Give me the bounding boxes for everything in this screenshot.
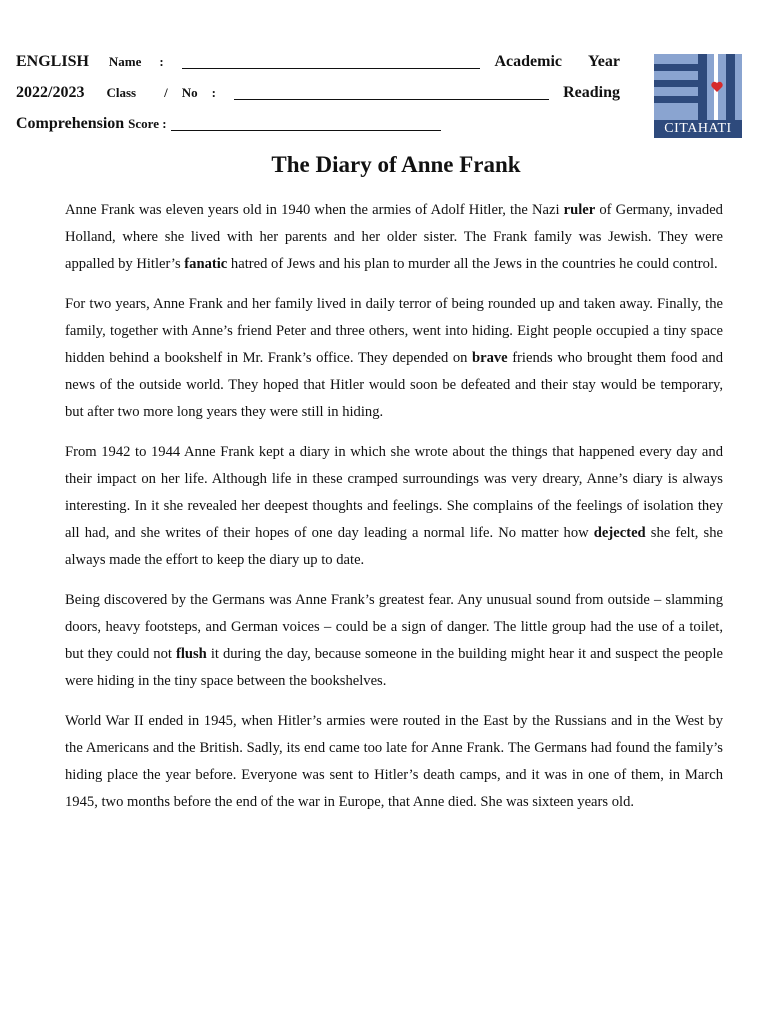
no-label: No: [181, 85, 198, 100]
academic-label: Academic: [494, 53, 563, 70]
logo-text: CITAHATI: [654, 120, 742, 138]
vocab-word: flush: [175, 646, 207, 662]
reading-passage: [65, 197, 723, 829]
paragraph-text: hatred of Jews and his plan to murder all the Jews in the countries he could control.: [227, 256, 718, 272]
paragraph-text: Anne Frank was eleven years old in 1940 when the armies of Adolf Hitler, the Nazi: [65, 202, 564, 218]
class-no-field[interactable]: [234, 85, 549, 100]
paragraph-text: World War II ended in 1945, when Hitler’s armies were routed in the East by the Russians and in the West by the Americans and the British. Sadly, its end came too late for Anne Frank. The Germans had found the family’s hiding place the year before. Everyone was sent to Hitler’s death camps, and it was in one of them, in March 1945, two months before the end of the war in Europe, that Anne died. She was sixteen years old.: [65, 713, 723, 810]
worksheet-header: [16, 46, 620, 139]
vocab-word: dejected: [593, 525, 646, 541]
header-line-2: [16, 77, 620, 108]
paragraph-2: [65, 291, 723, 426]
paragraph-text: friends who brought them food and news of the outside world. They hoped that Hitler would soon be defeated and their stay would be temporary, but after two more long years they were still in hiding.: [65, 350, 723, 420]
name-colon: :: [159, 54, 164, 69]
class-slash: /: [164, 85, 168, 100]
score-label: Score :: [128, 116, 167, 131]
paragraph-text: Being discovered by the Germans was Anne Frank’s greatest fear. Any unusual sound from outside – slamming doors, heavy footsteps, and German voices – could be a sign of danger. The little group had the use of a toilet, but they could not: [65, 592, 723, 662]
score-field[interactable]: [171, 116, 441, 131]
paragraph-text: From 1942 to 1944 Anne Frank kept a diary in which she wrote about the things that happened every day and their impact on her life. Although life in these cramped surroundings was very dreary, Anne’s diary is always interesting. In it she revealed her deepest thoughts and feelings. She complains of the feelings of isolation they all had, and she writes of their hopes of one day leading a normal life. No matter how: [65, 444, 723, 541]
vocab-word: fanatic: [184, 256, 228, 272]
paragraph-1: [65, 197, 723, 278]
paragraph-text: of Germany, invaded Holland, where she lived with her parents and her older sister. The Frank family was Jewish. They were appalled by Hitler’s: [65, 202, 723, 272]
name-label: Name: [108, 54, 142, 69]
comprehension-label: Comprehension: [16, 115, 125, 132]
no-colon: :: [211, 85, 216, 100]
paragraph-text: it during the day, because someone in the building might hear it and suspect the people were hiding in the tiny space between the bookshelves.: [65, 646, 723, 689]
paragraph-4: [65, 587, 723, 695]
year-label: Year: [588, 53, 620, 70]
paragraph-3: [65, 439, 723, 574]
reading-label: Reading: [563, 84, 620, 101]
paragraph-text: For two years, Anne Frank and her family lived in daily terror of being rounded up and taken away. Finally, the family, together with Anne’s friend Peter and three others, went into hiding. Eight people occupied a tiny space hidden behind a bookshelf in Mr. Frank’s office. They depended on: [65, 296, 723, 366]
name-field[interactable]: [182, 54, 481, 69]
year-value: 2022/2023: [16, 84, 85, 101]
page-title: The Diary of Anne Frank: [271, 152, 521, 177]
class-label: Class: [106, 85, 137, 100]
logo-graphic: [654, 54, 742, 120]
vocab-word: ruler: [563, 202, 596, 218]
subject-label: ENGLISH: [16, 53, 89, 70]
paragraph-5: [65, 708, 723, 816]
header-line-3: [16, 108, 620, 139]
vocab-word: brave: [471, 350, 508, 366]
paragraph-text: she felt, she always made the effort to keep the diary up to date.: [65, 525, 723, 568]
school-logo: [654, 54, 742, 138]
header-line-1: [16, 46, 620, 77]
